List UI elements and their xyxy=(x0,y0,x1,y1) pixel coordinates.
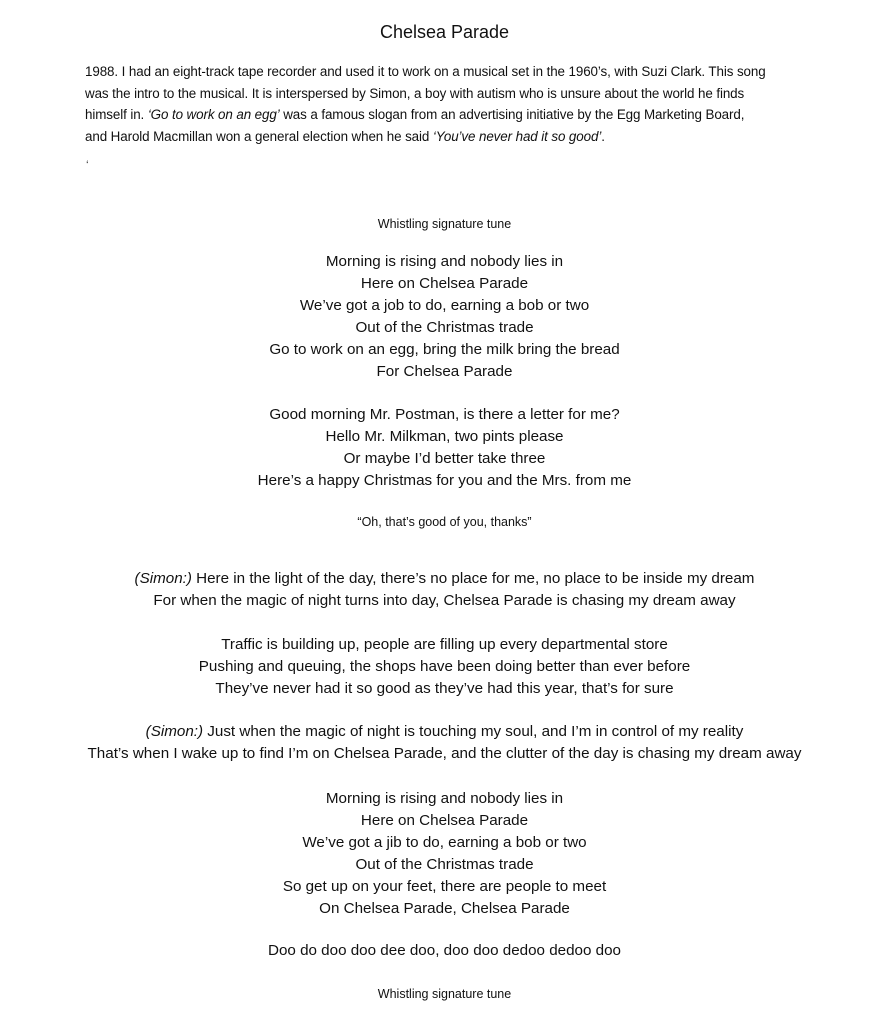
simon-part-2 xyxy=(0,721,889,765)
lyric-line: Hello Mr. Milkman, two pints please xyxy=(325,428,564,445)
lyric-line: For Chelsea Parade xyxy=(376,363,513,380)
lyric-line xyxy=(0,568,889,590)
verse-4 xyxy=(0,788,889,920)
lyric-line: We’ve got a job to do, earning a bob or two xyxy=(299,297,590,314)
intro-text: . xyxy=(601,128,605,144)
macmillan-quote: ‘You’ve never had it so good’ xyxy=(432,128,602,144)
lyric-line: We’ve got a jib to do, earning a bob or two xyxy=(302,834,587,851)
intro-text: and Harold Macmillan won a general election when he said xyxy=(85,128,433,144)
egg-slogan-quote: ‘Go to work on an egg’ xyxy=(147,107,280,122)
lyric-line: Here’s a happy Christmas for you and the Mrs. from me xyxy=(257,472,632,489)
lyric-line: Go to work on an egg, bring the milk bring the bread xyxy=(269,341,620,358)
lyric-line: Out of the Christmas trade xyxy=(355,319,534,336)
lyric-line: Here on Chelsea Parade xyxy=(360,812,529,829)
lyric-line: Good morning Mr. Postman, is there a letter for me? xyxy=(269,406,620,423)
stage-direction-whistle xyxy=(0,215,889,233)
spoken-line xyxy=(0,513,889,531)
verse-1 xyxy=(0,251,889,383)
lyric-line: Pushing and queuing, the shops have been doing better than ever before xyxy=(198,658,691,675)
lyric-line: Out of the Christmas trade xyxy=(355,856,534,873)
stage-direction-whistle xyxy=(0,985,889,1003)
speaker-label: (Simon:) xyxy=(145,723,204,740)
intro-line: was the intro to the musical. It is interspersed by Simon, a boy with autism who is unsure about the world he finds xyxy=(85,85,745,101)
verse-3 xyxy=(0,634,889,700)
intro-line xyxy=(85,104,875,126)
page-title: Chelsea Parade xyxy=(379,22,510,42)
lyric-line: Morning is rising and nobody lies in xyxy=(325,253,564,270)
intro-line xyxy=(85,126,875,148)
intro-text: was a famous slogan from an advertising initiative by the Egg Marketing Board, xyxy=(279,107,745,122)
verse-2 xyxy=(0,404,889,492)
scat-line xyxy=(0,940,889,962)
lyric-line: Here on Chelsea Parade xyxy=(360,275,529,292)
lyric-line: Doo do doo doo dee doo, doo doo dedoo dedoo doo xyxy=(267,942,621,959)
lyric-line: Or maybe I’d better take three xyxy=(343,450,546,467)
lyric-line: On Chelsea Parade, Chelsea Parade xyxy=(319,900,570,917)
lyric-text: Here in the light of the day, there’s no place for me, no place to be inside my dream xyxy=(191,570,755,587)
stray-mark: ‘ xyxy=(86,158,89,172)
lyric-text: Just when the magic of night is touching my soul, and I’m in control of my reality xyxy=(203,723,744,740)
intro-paragraph xyxy=(85,61,875,147)
lyric-line: For when the magic of night turns into day, Chelsea Parade is chasing my dream away xyxy=(153,592,736,609)
intro-line: 1988. I had an eight-track tape recorder and used it to work on a musical set in the 1960’s, with Suzi Clark. This song xyxy=(85,64,766,79)
direction-text: Whistling signature tune xyxy=(377,217,512,231)
direction-text: Whistling signature tune xyxy=(377,987,512,1001)
lyric-line: That’s when I wake up to find I’m on Chelsea Parade, and the clutter of the day is chasing my dream away xyxy=(87,745,802,762)
lyric-line: Morning is rising and nobody lies in xyxy=(325,790,564,807)
lyric-line xyxy=(0,721,889,743)
lyric-line: So get up on your feet, there are people to meet xyxy=(282,878,607,895)
intro-text: himself in. xyxy=(85,107,148,122)
lyric-line: Traffic is building up, people are filling up every departmental store xyxy=(221,636,668,653)
speaker-label: (Simon:) xyxy=(134,570,192,587)
lyric-line: They’ve never had it so good as they’ve had this year, that’s for sure xyxy=(215,680,674,697)
simon-part-1 xyxy=(0,568,889,612)
spoken-text: “Oh, that’s good of you, thanks” xyxy=(357,515,532,529)
